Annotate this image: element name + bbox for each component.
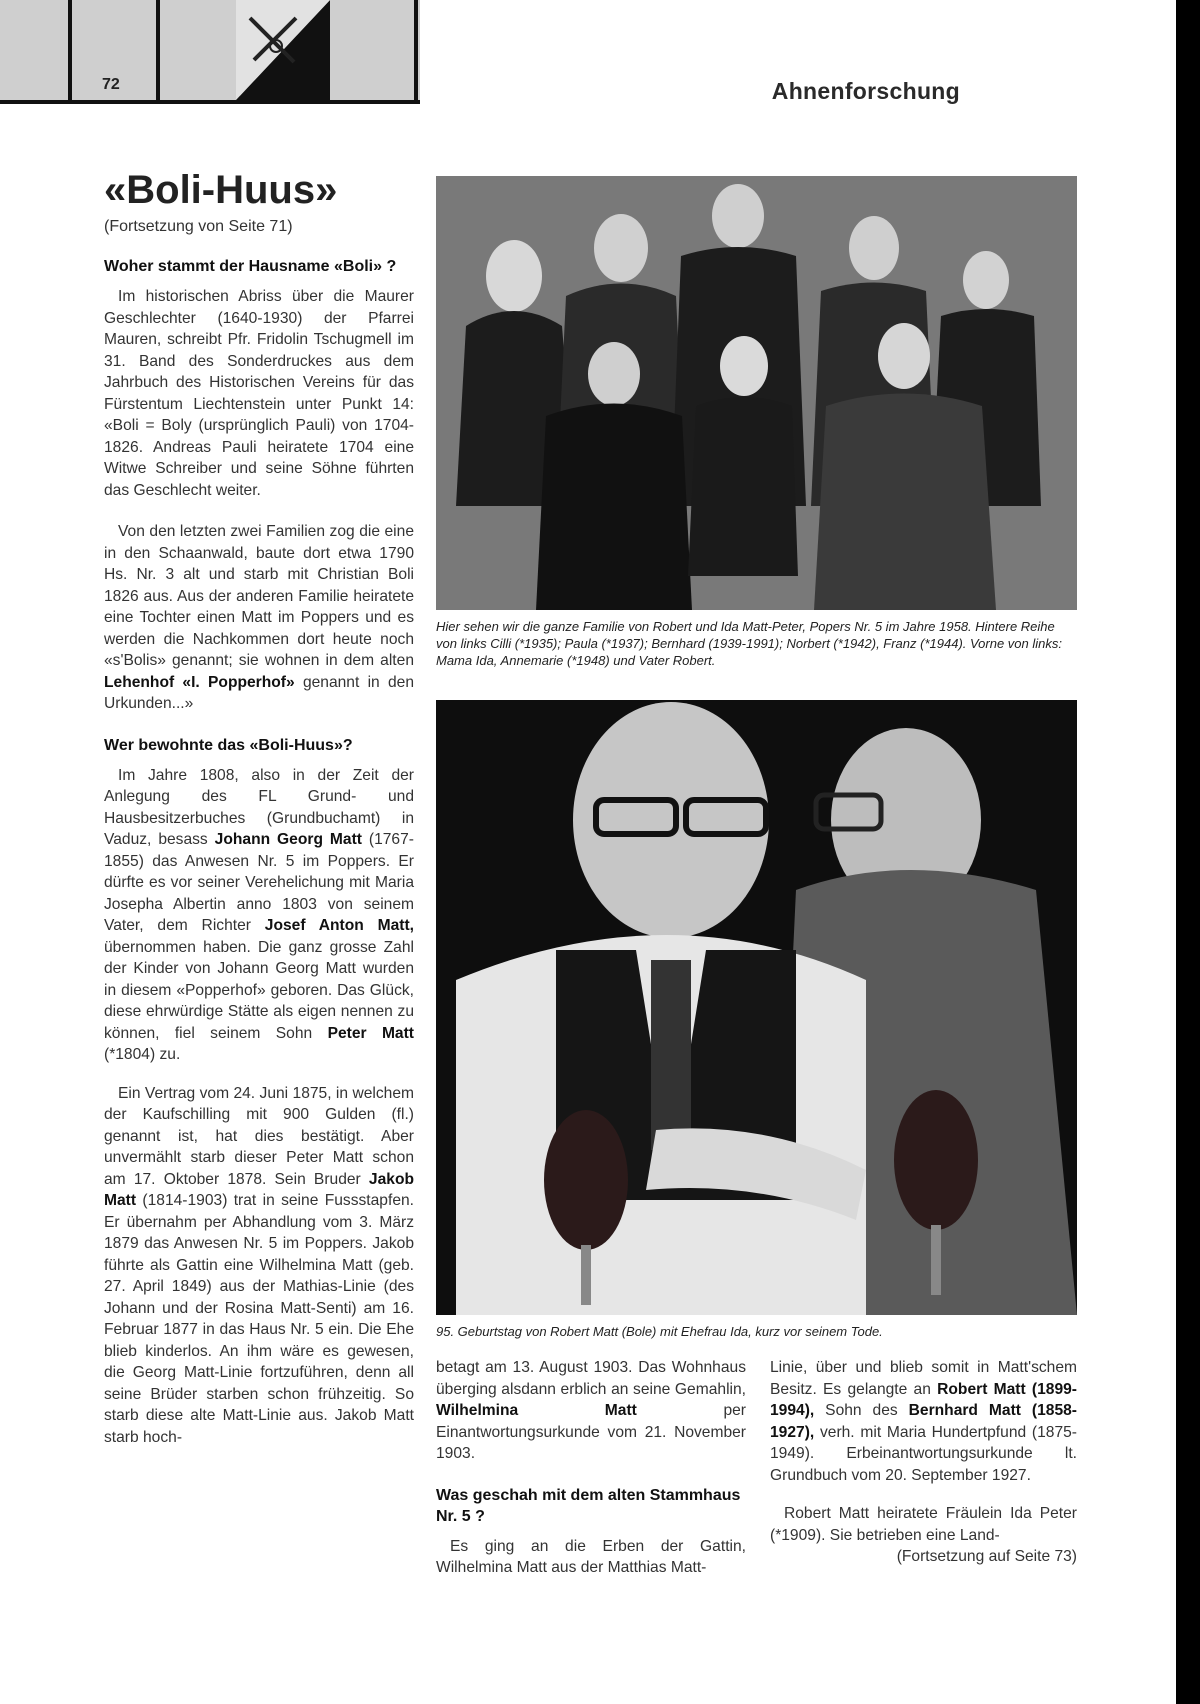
subheading-residents: Wer bewohnte das «Boli-Huus»? bbox=[104, 736, 353, 754]
header-divider bbox=[156, 0, 160, 104]
left-column bbox=[104, 256, 414, 1465]
right-column bbox=[770, 1357, 1077, 1568]
header-rule bbox=[0, 100, 420, 104]
paragraph: Linie, über und blieb somit in Matt'schem Besitz. Es gelangte an Robert Matt (1899-1994), Sohn des Bernhard Matt (1858-1927), verh. mit Maria Hundertpfund (1875-1949). Erbeinantwortungsurkunde lt. Grundbuch vom 20. September 1927. bbox=[770, 1359, 1077, 1484]
paragraph: betagt am 13. August 1903. Das Wohnhaus überging alsdann erblich an seine Gemahlin, Wilhelmina Matt per Einantwortungsurkunde vom 21. November 1903. bbox=[436, 1359, 746, 1462]
paragraph: Robert Matt heiratete Fräulein Ida Peter (*1909). Sie betrieben eine Land- bbox=[770, 1505, 1077, 1544]
paragraph: Ein Vertrag vom 24. Juni 1875, in welchem der Kaufschilling mit 900 Gulden (fl.) genannt ist, hat dies bestätigt. Aber unvermählt starb dieser Peter Matt schon am 17. Oktober 1878. Sein Bruder Jakob Matt (1814-1903) trat in seine Fussstapfen. Er übernahm per Abhandlung vom 3. März 1879 das Anwesen Nr. 5 im Poppers. Jakob führte als Gattin eine Wilhelmina Matt (geb. 27. April 1849) aus der Mathias-Linie (des Johann und der Rosina Matt-Senti) am 16. Februar 1877 in das Haus Nr. 5 ein. Die Ehe blieb kinderlos. An ihm wäre es gewesen, die Georg Matt-Linie fortzuführen, denn all seine Brüder starben schon frühzeitig. So starb diese alte Matt-Linie aus. Jakob Matt starb hoch- bbox=[104, 1084, 414, 1446]
paragraph: Es ging an die Erben der Gattin, Wilhelmina Matt aus der Matthias Matt- bbox=[436, 1537, 746, 1576]
crossed-tools-icon bbox=[236, 0, 330, 100]
header-divider bbox=[414, 0, 418, 104]
subheading-origin: Woher stammt der Hausname «Boli» ? bbox=[104, 258, 397, 275]
continuation-link: (Fortsetzung auf Seite 73) bbox=[896, 1548, 1077, 1565]
section-title: Ahnenforschung bbox=[771, 78, 960, 104]
subheading-fate: Was geschah mit dem alten Stammhaus Nr. 5 ? bbox=[436, 1486, 741, 1525]
header-shade bbox=[0, 0, 420, 100]
header-divider bbox=[68, 0, 72, 104]
paragraph: Im Jahre 1808, also in der Zeit der Anlegung des FL Grund- und Hausbesitzerbuches (Grundbuchamt) in Vaduz, besass Johann Georg Matt (1767-1855) das Anwesen Nr. 5 im Poppers. Er dürfte es vor seiner Verehelichung mit Maria Josepha Albertin anno 1803 von seinem Vater, dem Richter Josef Anton Matt, übernommen haben. Die ganz grosse Zahl der Kinder von Johann Georg Matt wurden in diesem «Popperhof» geboren. Das Glück, diese ehrwürdige Stätte als eigen nennen zu können, fiel seinem Sohn Peter Matt (*1804) zu. bbox=[104, 766, 414, 1063]
middle-column bbox=[436, 1357, 746, 1596]
birthday-photo-caption: 95. Geburtstag von Robert Matt (Bole) mit Ehefrau Ida, kurz vor seinem Tode. bbox=[436, 1324, 883, 1339]
page-header bbox=[0, 0, 1200, 104]
birthday-photo bbox=[436, 700, 1077, 1315]
paragraph: Im historischen Abriss über die Maurer Geschlechter (1640-1930) der Pfarrei Mauren, schreibt Pfr. Fridolin Tschugmell im 31. Band des Sonderdruckes aus dem Jahrbuch des Historischen Vereins für das Fürstentum Liechtenstein unter Punkt 14: «Boli = Boly (ursprünglich Pauli) von 1704-1826. Andreas Pauli heiratete 1704 eine Witwe Schreiber und seine Söhne führten das Geschlecht weiter. bbox=[104, 288, 414, 499]
family-photo-caption: Hier sehen wir die ganze Familie von Robert und Ida Matt-Peter, Popers Nr. 5 im Jahre 1958. Hintere Reihe von links Cilli (*1935); Paula (*1937); Bernhard (1939-1991); Norbert (*1942), Franz (*1944). Vorne von links: Mama Ida, Annemarie (*1948) und Vater Robert. bbox=[436, 619, 1062, 668]
page-number: 72 bbox=[102, 76, 120, 93]
article-title: «Boli-Huus» bbox=[104, 168, 338, 212]
paragraph: Von den letzten zwei Familien zog die eine in den Schaanwald, baute dort etwa 1790 Hs. Nr. 3 alt und starb mit Christian Boli 1826 aus. Aus der anderen Familie heiratete eine Tochter einen Matt im Poppers und es werden die Nachkommen dort heute noch «s'Bolis» genannt; sie wohnen in dem alten Lehenhof «I. Popperhof» genannt in den Urkunden...» bbox=[104, 523, 414, 712]
scan-edge bbox=[1176, 0, 1200, 1704]
family-photo bbox=[436, 176, 1077, 610]
continuation-note: (Fortsetzung von Seite 71) bbox=[104, 218, 293, 235]
